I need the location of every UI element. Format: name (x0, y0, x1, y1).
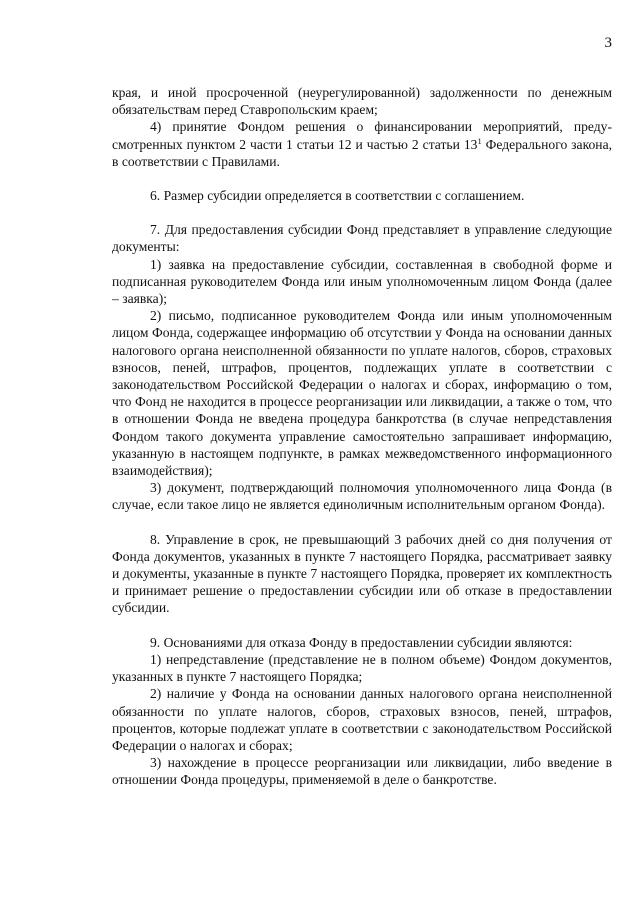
page-number: 3 (604, 35, 612, 51)
paragraph-condition-4-text: 4) принятие Фондом решения о финансировании мероприятий, предусмотренных пунктом 2 части 1 статьи 12 и частью 2 статьи 13 (112, 119, 612, 152)
paragraph-7-item-1: 1) заявка на предоставление субсидии, составленная в свободной форме и подписанная руководителем Фонда или иным уполномоченным лицом Фонда (далее – заявка); (112, 256, 612, 307)
paragraph-9-item-3: 3) нахождение в процессе реорганизации или ликвидации, либо введение в отношении Фонда процедуры, применяемой в деле о банкротстве. (112, 755, 612, 788)
paragraph-9-item-2: 2) наличие у Фонда на основании данных налогового органа неисполненной обязанности по уплате налогов, сборов, страховых взносов, пеней, штрафов, процентов, которые подлежат уплате в соответствии с законодательством Российской Федерации о налогах и сборах; (112, 686, 612, 753)
paragraph-condition-4 (112, 118, 612, 170)
paragraph-7-item-3: 3) документ, подтверждающий полномочия уполномоченного лица Фонда (в случае, если такое лицо не является единоличным исполнительным органом Фонда). (112, 480, 612, 513)
paragraph-9-item-1: 1) непредставление (представление не в полном объеме) Фондом документов, указанных в пункте 7 настоящего Порядка; (112, 651, 612, 685)
superscript-article-number: 1 (477, 135, 482, 146)
paragraph-7-documents: 7. Для предоставления субсидии Фонд представляет в управление следующие документы: (112, 222, 612, 255)
paragraph-debt-continuation: края, и иной просроченной (неурегулированной) задолженности по денежным обязательствам перед Ставропольским краем; (112, 85, 612, 118)
paragraph-8-review: 8. Управление в срок, не превышающий 3 рабочих дней со дня получения от Фонда документов, указанных в пункте 7 настоящего Порядка, рассматривает заявку и документы, указанные в пункте 7 настоящего Порядка, проверяет их комплектность и принимает решение о предоставлении субсидии или об отказе в предоставлении субсидии. (112, 531, 612, 616)
document-body (112, 84, 612, 789)
paragraph-7-item-2: 2) письмо, подписанное руководителем Фонда или иным уполномоченным лицом Фонда, содержащее информацию об отсутствии у Фонда на основании данных налогового органа неисполненной обязанности по уплате налогов, сборов, страховых взносов, пеней, штрафов, процентов, подлежащих уплате в соответствии с законодательством Российской Федерации о налогах и сборах, информацию о том, что Фонд не находится в процессе реорганизации или ликвидации, а также о том, что в отношении Фонда не введена процедура банкротства (в случае непредставления Фондом такого документа управление самостоятельно запрашивает информацию, указанную в настоящем подпункте, в рамках межведомственного информационного взаимодействия); (112, 308, 612, 479)
paragraph-9-refusal-grounds: 9. Основаниями для отказа Фонду в предоставлении субсидии являются: (150, 634, 573, 650)
paragraph-condition-4-text-end: Федерального закона, в соответствии с Правилами. (112, 136, 613, 169)
paragraph-6-subsidy-amount: 6. Размер субсидии определяется в соответствии с соглашением. (150, 188, 525, 204)
